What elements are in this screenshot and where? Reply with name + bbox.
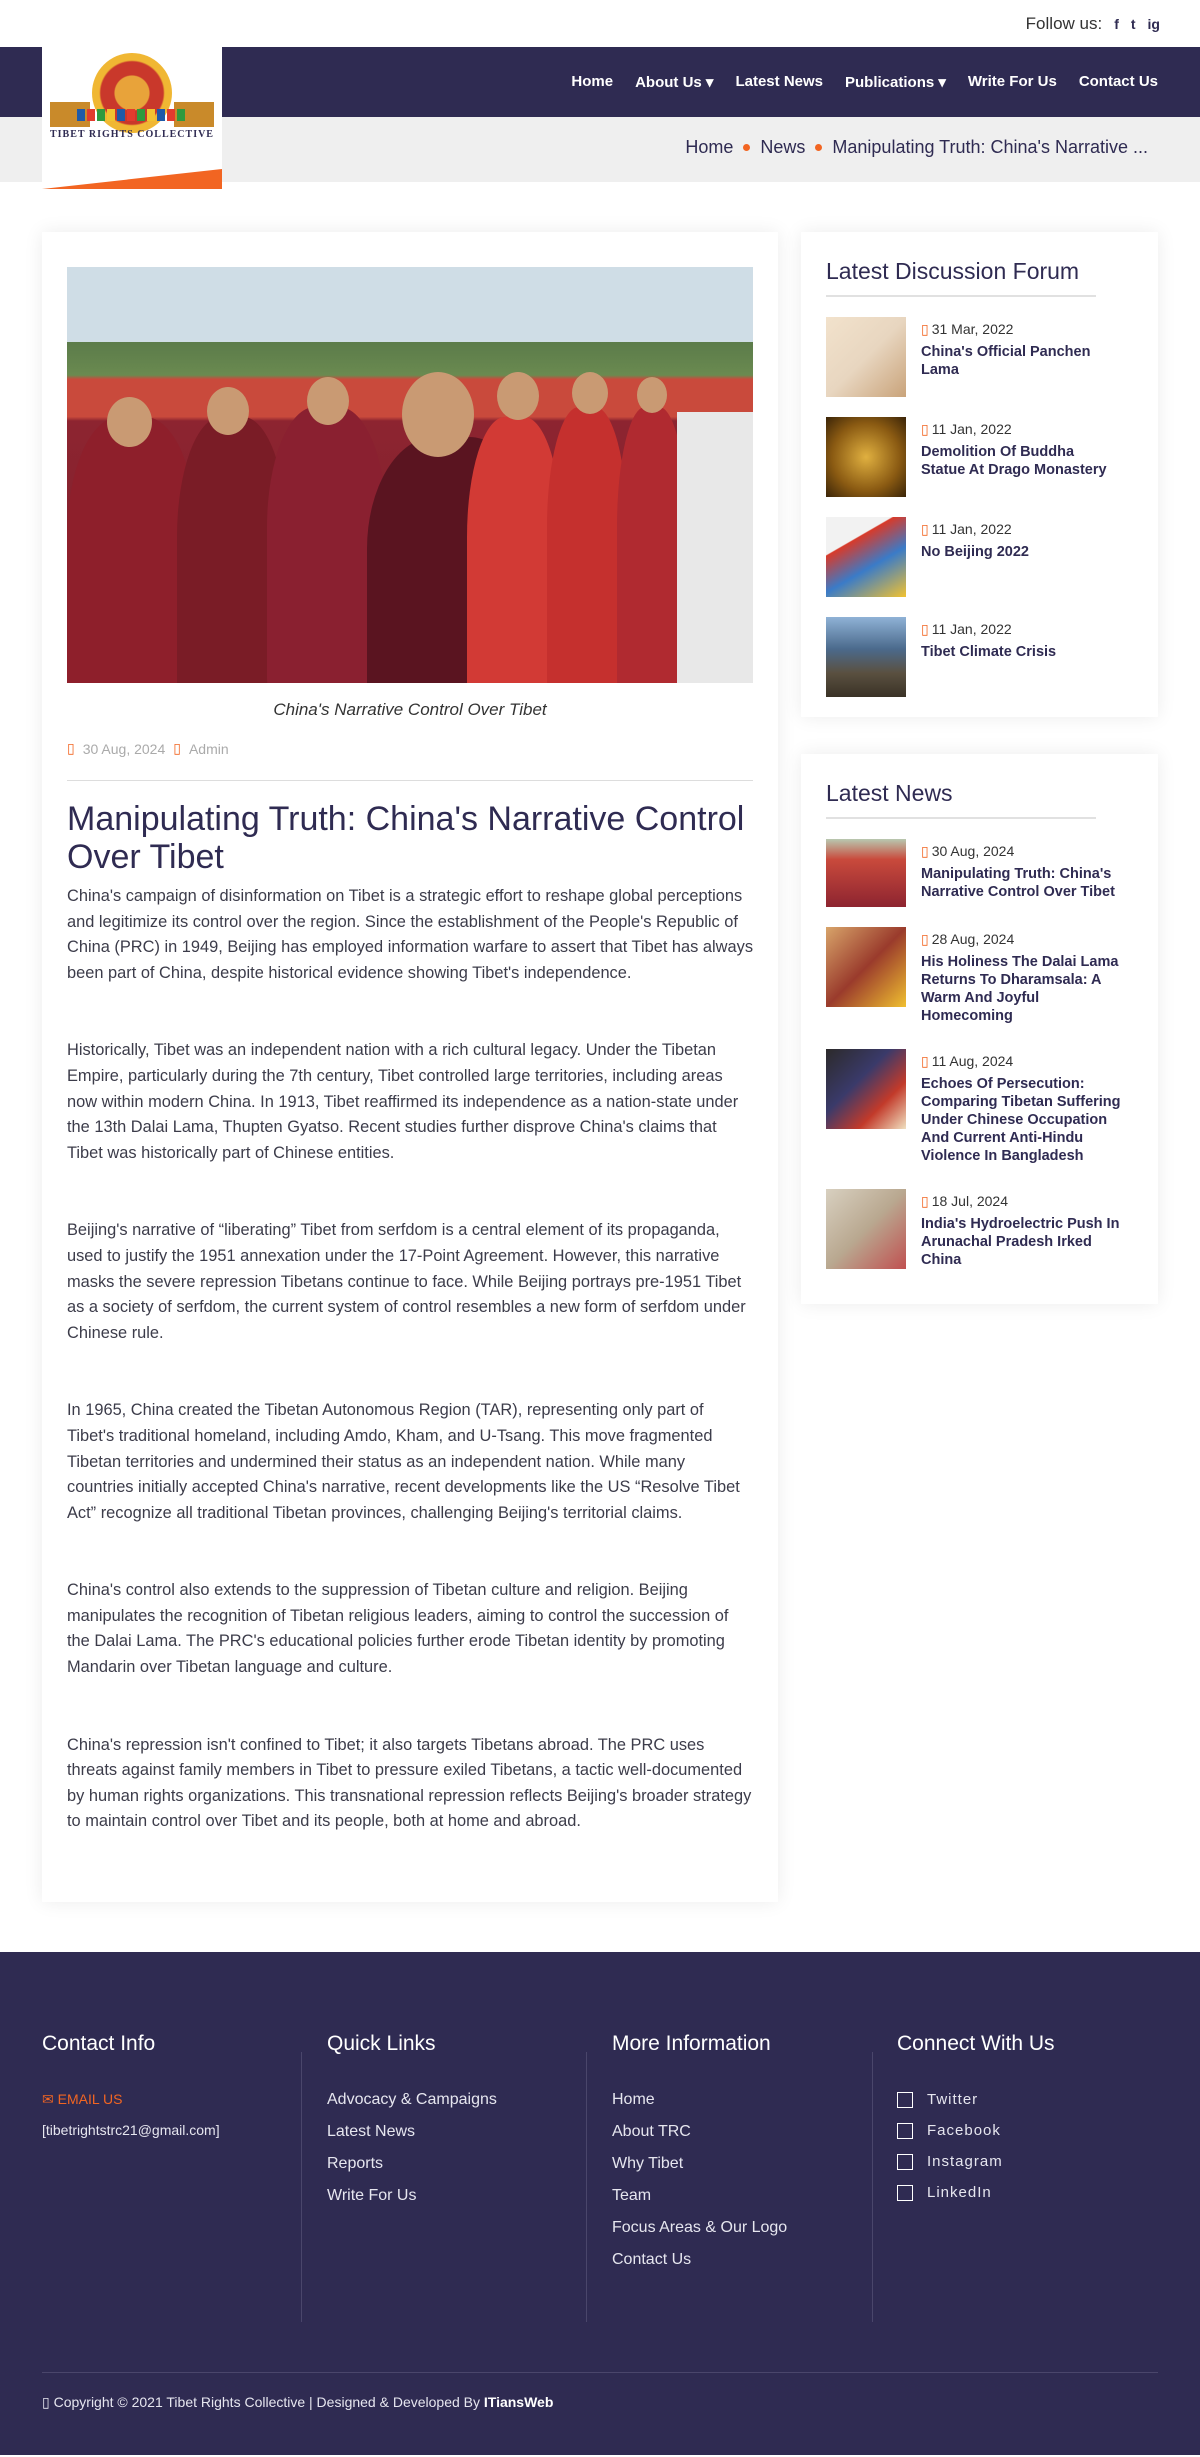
forum-date: 31 Mar, 2022 bbox=[931, 321, 1014, 337]
forum-item[interactable] bbox=[826, 317, 1133, 417]
developer-link[interactable]: ITiansWeb bbox=[483, 2394, 554, 2410]
article-image bbox=[67, 267, 753, 683]
nav-about-us-label: About Us bbox=[635, 74, 702, 91]
user-icon: ▯ bbox=[173, 740, 181, 756]
news-thumbnail[interactable] bbox=[826, 1189, 906, 1269]
footer-connect bbox=[897, 2032, 1157, 2302]
news-thumbnail[interactable] bbox=[826, 839, 906, 907]
article-paragraph: China's campaign of disinformation on Tibet is a strategic effort to reshape global perceptions and legitimize its control over the region. Since the establishment of the People's Republic of China (PRC) in 1949, Beijing has employed information warfare to assert that Tibet has always been part of China, despite historical evidence showing Tibet's independence. bbox=[67, 887, 754, 982]
quick-links-heading: Quick Links bbox=[327, 2032, 436, 2055]
forum-item[interactable] bbox=[826, 617, 1133, 717]
nav-write-for-us[interactable]: Write For Us bbox=[967, 73, 1057, 90]
instagram-link[interactable] bbox=[897, 2153, 1157, 2170]
calendar-icon: ▯ bbox=[921, 931, 929, 947]
nav-publications[interactable] bbox=[845, 73, 946, 91]
quick-link[interactable]: Reports bbox=[327, 2155, 384, 2172]
more-link[interactable]: Team bbox=[612, 2187, 652, 2204]
nav-menu bbox=[571, 73, 1158, 91]
footer-more-info bbox=[612, 2032, 862, 2302]
article-paragraph: China's repression isn't confined to Tibet; it also targets Tibetans abroad. The PRC uses threats against family members in Tibet to pressure exiled Tibetans, a tactic well-documented by human rights organizations. This transnational repression reflects Beijing's broader strategy to maintain control over Tibet and its people, both at home and abroad. bbox=[67, 1735, 752, 1831]
follow-label: Follow us: bbox=[1025, 14, 1103, 33]
calendar-icon: ▯ bbox=[921, 621, 929, 637]
news-title[interactable]: Echoes Of Persecution: Comparing Tibetan Suffering Under Chinese Occupation And Current Anti-Hindu Violence In Bangladesh bbox=[921, 1076, 1121, 1164]
copyright bbox=[42, 2394, 553, 2411]
news-thumbnail[interactable] bbox=[826, 927, 906, 1007]
breadcrumb-separator bbox=[743, 144, 750, 151]
news-title[interactable]: Manipulating Truth: China's Narrative Control Over Tibet bbox=[921, 866, 1115, 900]
more-link[interactable]: About TRC bbox=[612, 2123, 691, 2140]
forum-date: 11 Jan, 2022 bbox=[931, 521, 1012, 537]
latest-news-heading: Latest News bbox=[826, 780, 1096, 819]
copyright-text: Copyright © 2021 Tibet Rights Collective | Designed & Developed By bbox=[53, 2394, 480, 2410]
breadcrumb bbox=[685, 137, 1148, 158]
forum-item[interactable] bbox=[826, 517, 1133, 617]
news-item[interactable] bbox=[826, 839, 1133, 927]
nav-latest-news[interactable]: Latest News bbox=[735, 73, 824, 90]
quick-link[interactable]: Latest News bbox=[327, 2123, 416, 2140]
forum-title[interactable]: No Beijing 2022 bbox=[921, 544, 1029, 560]
main-nav bbox=[0, 47, 1200, 140]
footer-divider bbox=[872, 2052, 873, 2322]
forum-thumbnail[interactable] bbox=[826, 417, 906, 497]
breadcrumb-news[interactable]: News bbox=[760, 137, 806, 157]
twitter-link[interactable] bbox=[897, 2091, 1157, 2108]
twitter-label: Twitter bbox=[927, 2091, 979, 2108]
chevron-down-icon: ▾ bbox=[701, 74, 714, 91]
footer-quick-links bbox=[327, 2032, 577, 2302]
breadcrumb-home[interactable]: Home bbox=[685, 137, 734, 157]
forum-thumbnail[interactable] bbox=[826, 317, 906, 397]
calendar-icon: ▯ bbox=[921, 1193, 929, 1209]
logo-color-bars bbox=[77, 109, 185, 121]
email-us bbox=[42, 2091, 292, 2108]
article-card bbox=[42, 232, 778, 1902]
facebook-icon bbox=[897, 2123, 913, 2139]
forum-date: 11 Jan, 2022 bbox=[931, 621, 1012, 637]
chevron-down-icon: ▾ bbox=[934, 74, 946, 91]
article-meta bbox=[67, 740, 229, 757]
article-date: 30 Aug, 2024 bbox=[82, 740, 166, 757]
footer-divider bbox=[301, 2052, 302, 2322]
email-label: EMAIL US bbox=[57, 2091, 123, 2107]
more-link[interactable]: Home bbox=[612, 2091, 655, 2108]
article-paragraph: Historically, Tibet was an independent nation with a rich cultural legacy. Under the Tibetan Empire, particularly during the 7th century, Tibet controlled large territories, including areas now within modern China. In 1913, Tibet reaffirmed its independence as a nation-state under the 13th Dalai Lama, Thupten Gyatso. Recent studies further disprove China's claims that Tibet was historically part of Chinese entities. bbox=[67, 1041, 739, 1162]
nav-contact-us[interactable]: Contact Us bbox=[1078, 73, 1158, 90]
forum-date: 11 Jan, 2022 bbox=[931, 421, 1012, 437]
news-thumbnail[interactable] bbox=[826, 1049, 906, 1129]
calendar-icon: ▯ bbox=[67, 740, 75, 756]
forum-thumbnail[interactable] bbox=[826, 517, 906, 597]
instagram-icon[interactable]: ig bbox=[1147, 16, 1160, 32]
more-link[interactable]: Why Tibet bbox=[612, 2155, 684, 2172]
nav-publications-label: Publications bbox=[845, 74, 935, 91]
quick-link[interactable]: Advocacy & Campaigns bbox=[327, 2091, 497, 2108]
calendar-icon: ▯ bbox=[921, 1053, 929, 1069]
article-paragraph: China's control also extends to the suppression of Tibetan culture and religion. Beijing manipulates the recognition of Tibetan religious leaders, aiming to control the succession of the Dalai Lama. The PRC's educational policies further erode Tibetan identity by promoting Mandarin over Tibetan language and culture. bbox=[67, 1581, 729, 1677]
mail-icon: ✉ bbox=[42, 2091, 58, 2107]
image-caption: China's Narrative Control Over Tibet bbox=[273, 700, 547, 719]
nav-about-us[interactable] bbox=[635, 73, 713, 91]
news-item[interactable] bbox=[826, 1049, 1133, 1189]
forum-heading: Latest Discussion Forum bbox=[826, 258, 1096, 297]
forum-thumbnail[interactable] bbox=[826, 617, 906, 697]
facebook-label: Facebook bbox=[927, 2122, 1001, 2140]
calendar-icon: ▯ bbox=[921, 521, 929, 537]
facebook-link[interactable] bbox=[897, 2122, 1157, 2139]
forum-item[interactable] bbox=[826, 417, 1133, 517]
more-link[interactable]: Focus Areas & Our Logo bbox=[612, 2219, 788, 2236]
contact-heading: Contact Info bbox=[42, 2032, 156, 2055]
footer-divider bbox=[42, 2372, 1158, 2373]
calendar-icon: ▯ bbox=[921, 321, 929, 337]
main-content bbox=[0, 182, 1200, 1952]
more-link[interactable]: Contact Us bbox=[612, 2251, 692, 2268]
calendar-icon: ▯ bbox=[921, 843, 929, 859]
article-paragraph: In 1965, China created the Tibetan Autonomous Region (TAR), representing only part of Tibet's traditional homeland, including Amdo, Kham, and U-Tsang. This move fragmented Tibetan territories and undermined their status as an independent nation. While many countries initially accepted China's narrative, recent developments like the US “Resolve Tibet Act” recognize all traditional Tibetan provinces, challenging Beijing's territorial claims. bbox=[67, 1401, 740, 1522]
news-date: 28 Aug, 2024 bbox=[931, 931, 1015, 947]
calendar-icon: ▯ bbox=[921, 421, 929, 437]
article-paragraph: Beijing's narrative of “liberating” Tibet from serfdom is a central element of its propaganda, used to justify the 1951 annexation under the 17-Point Agreement. However, this narrative masks the severe repression Tibetans continue to face. While Beijing portrays pre-1951 Tibet as a society of serfdom, the current system of control resembles a new form of serfdom under Chinese rule. bbox=[67, 1221, 746, 1342]
discussion-forum-widget bbox=[801, 232, 1158, 717]
forum-title[interactable]: Demolition Of Buddha Statue At Drago Monastery bbox=[921, 444, 1107, 478]
logo-emblem bbox=[92, 53, 172, 133]
site-logo[interactable] bbox=[42, 47, 222, 189]
news-title[interactable]: India's Hydroelectric Push In Arunachal Pradesh Irked China bbox=[921, 1216, 1120, 1268]
footer-contact bbox=[42, 2032, 292, 2302]
forum-title[interactable]: China's Official Panchen Lama bbox=[921, 344, 1091, 378]
logo-accent-strip bbox=[42, 169, 222, 189]
copyright-icon: ▯ bbox=[42, 2394, 54, 2410]
news-date: 30 Aug, 2024 bbox=[931, 843, 1015, 859]
article-author[interactable]: Admin bbox=[188, 740, 229, 757]
divider bbox=[67, 780, 753, 781]
linkedin-icon bbox=[897, 2185, 913, 2201]
news-date: 18 Jul, 2024 bbox=[931, 1193, 1009, 1209]
breadcrumb-separator bbox=[815, 144, 822, 151]
news-item[interactable] bbox=[826, 1189, 1133, 1279]
more-info-heading: More Information bbox=[612, 2032, 771, 2055]
news-title[interactable]: His Holiness The Dalai Lama Returns To Dharamsala: A Warm And Joyful Homecoming bbox=[921, 954, 1119, 1024]
article-body bbox=[67, 884, 753, 1887]
twitter-icon bbox=[897, 2092, 913, 2108]
email-address[interactable]: [tibetrightstrc21@gmail.com] bbox=[42, 2122, 220, 2138]
linkedin-label: LinkedIn bbox=[927, 2184, 992, 2202]
follow-us bbox=[1026, 14, 1160, 34]
site-footer bbox=[0, 1952, 1200, 2455]
instagram-label: Instagram bbox=[927, 2153, 1003, 2171]
nav-home[interactable]: Home bbox=[571, 73, 614, 90]
linkedin-link[interactable] bbox=[897, 2184, 1157, 2201]
latest-news-widget bbox=[801, 754, 1158, 1304]
news-item[interactable] bbox=[826, 927, 1133, 1049]
news-date: 11 Aug, 2024 bbox=[931, 1053, 1014, 1069]
top-bar bbox=[0, 0, 1200, 47]
forum-title[interactable]: Tibet Climate Crisis bbox=[921, 644, 1057, 660]
article-title: Manipulating Truth: China's Narrative Control Over Tibet bbox=[67, 800, 745, 876]
footer-divider bbox=[586, 2052, 587, 2322]
quick-link[interactable]: Write For Us bbox=[327, 2187, 417, 2204]
twitter-icon[interactable]: t bbox=[1130, 16, 1136, 32]
facebook-icon[interactable]: f bbox=[1114, 16, 1119, 32]
breadcrumb-current: Manipulating Truth: China's Narrative ... bbox=[832, 137, 1148, 157]
logo-text: TIBET RIGHTS COLLECTIVE bbox=[50, 129, 214, 140]
connect-heading: Connect With Us bbox=[897, 2032, 1055, 2055]
instagram-icon bbox=[897, 2154, 913, 2170]
